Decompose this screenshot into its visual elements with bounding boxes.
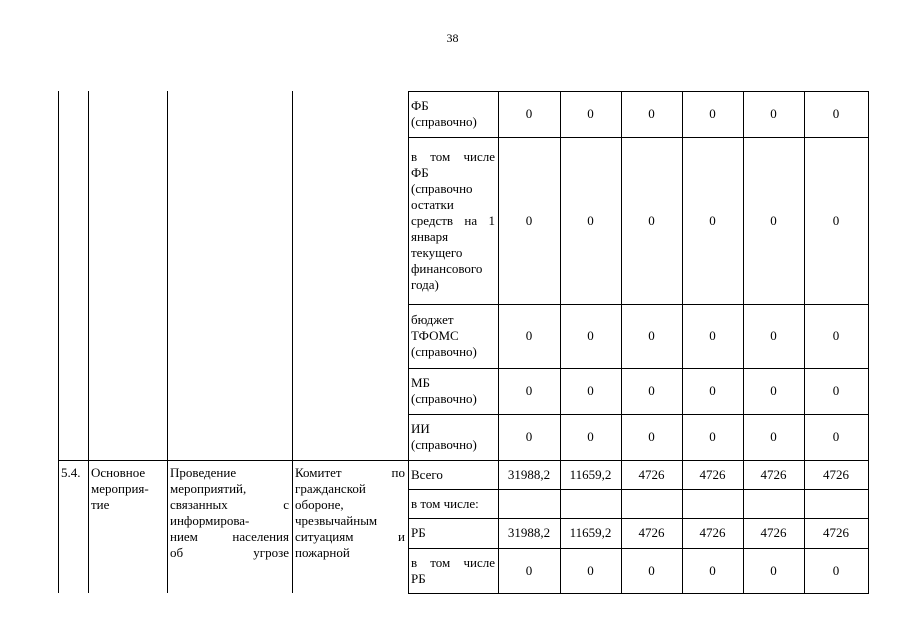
value-cell: 0 (648, 429, 655, 444)
value-cell: 0 (709, 383, 716, 398)
section-executor-word: и (398, 529, 405, 544)
section-name-word: связанных (170, 497, 228, 512)
value-cell: 0 (832, 563, 840, 578)
value-cell: 0 (587, 383, 594, 398)
source-cell: (справочно) (411, 114, 477, 129)
section-name: информирова- (170, 513, 250, 528)
section-executor: обороне, (295, 497, 344, 512)
value-cell: 0 (709, 106, 716, 121)
source-cell: МБ (411, 375, 431, 390)
section-executor-word: Комитет (295, 465, 342, 480)
source-cell: ИИ (411, 421, 430, 436)
section-name (170, 497, 289, 513)
value-cell: 0 (587, 106, 594, 121)
table-border (408, 593, 869, 594)
value-cell: 0 (587, 563, 594, 578)
value-cell: 0 (709, 213, 716, 228)
table-border (58, 460, 869, 461)
value-cell: 0 (770, 429, 777, 444)
table-border (408, 137, 869, 138)
value-cell: 11659,2 (569, 525, 612, 540)
source-cell: Всего (411, 467, 443, 482)
value-cell: 0 (587, 429, 594, 444)
value-cell: 4726 (638, 467, 665, 482)
value-cell: 0 (525, 383, 533, 398)
source-cell-word: числе (463, 149, 495, 164)
source-cell: января (411, 229, 449, 244)
table-border (88, 91, 89, 593)
source-cell: (справочно) (411, 344, 477, 359)
value-cell: 4726 (699, 525, 726, 540)
value-cell: 0 (587, 328, 594, 343)
section-executor-word: по (391, 465, 405, 480)
table-border (408, 368, 869, 369)
value-cell: 4726 (823, 525, 849, 540)
table-border (408, 91, 869, 92)
section-type: тие (91, 497, 110, 512)
table-border (408, 548, 869, 549)
value-cell: 31988,2 (507, 525, 551, 540)
value-cell: 4726 (760, 467, 787, 482)
table-border (58, 91, 59, 593)
source-cell: (справочно) (411, 437, 477, 452)
value-cell: 0 (525, 563, 533, 578)
section-name-word: с (283, 497, 289, 512)
source-cell-word: на (464, 213, 478, 228)
source-cell-word: том (430, 555, 451, 570)
table-border (408, 518, 869, 519)
value-cell: 4726 (760, 525, 787, 540)
section-name-word: нием (170, 529, 198, 544)
value-cell: 0 (770, 213, 777, 228)
value-cell: 0 (525, 213, 533, 228)
value-cell: 31988,2 (507, 467, 551, 482)
value-cell: 11659,2 (569, 467, 612, 482)
source-cell: в том числе: (411, 496, 479, 511)
value-cell: 0 (525, 429, 533, 444)
section-name-word: населения (232, 529, 289, 544)
section-name-word: угрозе (253, 545, 289, 560)
value-cell: 0 (709, 429, 716, 444)
source-cell: текущего (411, 245, 463, 260)
source-cell-word: том (430, 149, 451, 164)
value-cell: 4726 (638, 525, 665, 540)
source-cell: ФБ (411, 98, 429, 113)
value-cell: 0 (832, 383, 840, 398)
source-cell: бюджет (411, 312, 454, 327)
section-executor-word: ситуациям (295, 529, 354, 544)
source-cell-word: средств (411, 213, 454, 228)
value-cell: 0 (648, 328, 655, 343)
source-cell-word: числе (463, 555, 495, 570)
table-border (408, 489, 869, 490)
source-cell-word: 1 (488, 213, 495, 228)
source-cell (411, 149, 495, 165)
source-cell: года) (411, 277, 439, 292)
source-cell: (справочно) (411, 391, 477, 406)
source-cell: ФБ (411, 165, 429, 180)
value-cell: 0 (525, 328, 533, 343)
source-cell (411, 213, 495, 229)
table-border (167, 91, 168, 593)
source-cell: РБ (411, 525, 426, 540)
value-cell: 4726 (823, 467, 849, 482)
source-cell-word: в (411, 149, 418, 164)
source-cell: финансового (411, 261, 483, 276)
source-cell: ТФОМС (411, 328, 459, 343)
section-name: мероприятий, (170, 481, 247, 496)
value-cell: 0 (648, 563, 655, 578)
section-name-word: об (170, 545, 184, 560)
section-executor (295, 465, 405, 481)
page-number: 38 (446, 31, 459, 45)
table-border (408, 304, 869, 305)
value-cell: 0 (832, 213, 840, 228)
section-executor (295, 529, 405, 545)
section-executor: гражданской (295, 481, 366, 496)
value-cell: 0 (525, 106, 533, 121)
value-cell: 0 (832, 328, 840, 343)
section-name (170, 529, 289, 545)
section-type: мероприя- (91, 481, 149, 496)
source-cell (411, 555, 495, 571)
value-cell: 0 (832, 106, 840, 121)
source-cell-word: в (411, 555, 418, 570)
value-cell: 4726 (699, 467, 726, 482)
value-cell: 0 (648, 106, 655, 121)
section-name (170, 545, 289, 561)
section-executor: пожарной (295, 545, 350, 560)
value-cell: 0 (709, 328, 716, 343)
value-cell: 0 (648, 213, 655, 228)
section-executor: чрезвычайным (295, 513, 378, 528)
value-cell: 0 (770, 563, 777, 578)
table-border (292, 91, 293, 593)
value-cell: 0 (709, 563, 716, 578)
value-cell: 0 (832, 429, 840, 444)
value-cell: 0 (770, 383, 777, 398)
value-cell: 0 (770, 328, 777, 343)
table-border (408, 414, 869, 415)
section-type: Основное (91, 465, 146, 480)
value-cell: 0 (770, 106, 777, 121)
section-number: 5.4. (61, 465, 81, 480)
value-cell: 0 (648, 383, 655, 398)
value-cell: 0 (587, 213, 594, 228)
source-cell: остатки (411, 197, 454, 212)
section-name: Проведение (170, 465, 237, 480)
source-cell: (справочно (411, 181, 473, 196)
source-cell: РБ (411, 571, 426, 586)
